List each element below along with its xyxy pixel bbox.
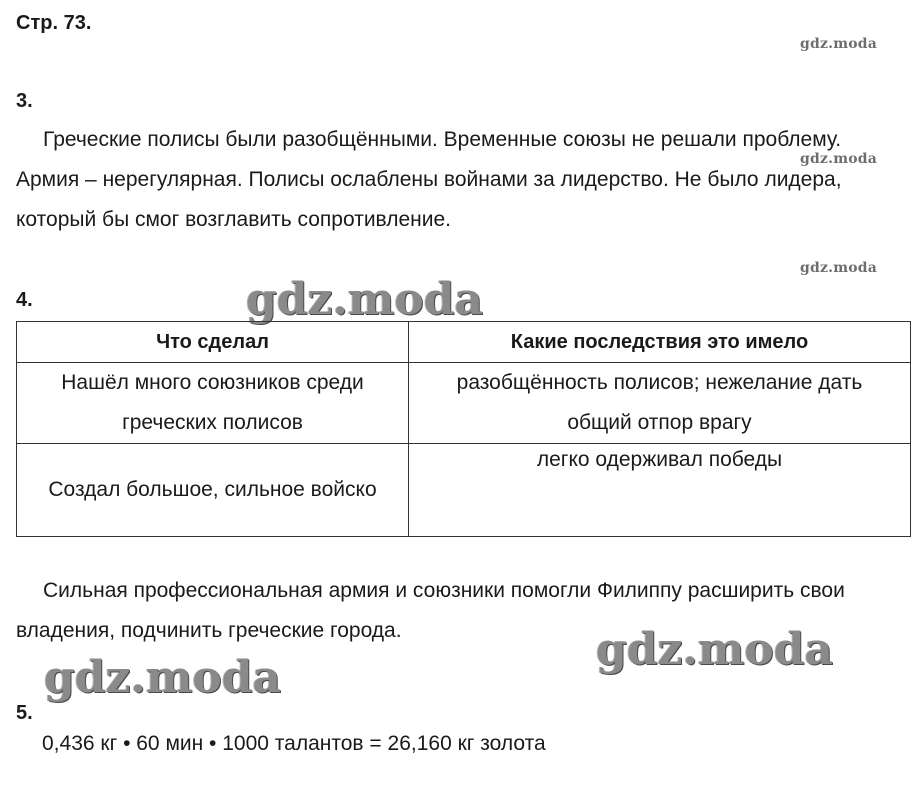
task-5-number: 5. [16,702,33,724]
task-4-number: 4. [16,289,33,311]
task-3-number: 3. [16,90,33,112]
cell-line: Создал большое, сильное войско [48,478,377,501]
task-3-line-3: который бы смог возглавить сопротивление. [16,208,451,231]
cell-line: легко одерживал победы [536,448,783,471]
watermark-small: gdz.moda [800,151,878,167]
task-3-line-2: Армия – нерегулярная. Полисы ослаблены войнами за лидерство. Не было лидера, [16,168,842,191]
cell-line: греческих полисов [122,411,303,434]
watermark-big: gdz.moda [44,652,282,703]
task-3-line-1: Греческие полисы были разобщёнными. Временные союзы не решали проблему. [43,128,842,151]
table-cell-consequence [409,363,911,444]
watermark-small: gdz.moda [800,36,878,52]
table-cell-consequence [409,444,911,537]
table-cell-action [17,363,409,444]
task-3-text [16,120,911,240]
conclusion-line-2: владения, подчинить греческие города. [16,619,402,642]
conclusion-line-1: Сильная профессиональная армия и союзники помогли Филиппу расширить свои [43,579,845,602]
task-5-formula: 0,436 кг • 60 мин • 1000 талантов = 26,160 кг золота [42,732,546,755]
table-cell-action [17,444,409,537]
table-header-row [17,322,911,363]
watermark-small: gdz.moda [800,260,878,276]
watermark-big: gdz.moda [246,274,484,325]
consequences-table [16,321,911,537]
table-row [17,444,911,537]
page-title: Стр. 73. [16,12,92,34]
cell-line: общий отпор врагу [567,411,752,434]
column-header-consequence: Какие последствия это имело [409,322,911,363]
watermark-big: gdz.moda [596,624,834,675]
table-row [17,363,911,444]
column-header-action: Что сделал [17,322,409,363]
cell-line: разобщённость полисов; нежелание дать [456,371,863,394]
cell-line: Нашёл много союзников среди [61,371,364,394]
